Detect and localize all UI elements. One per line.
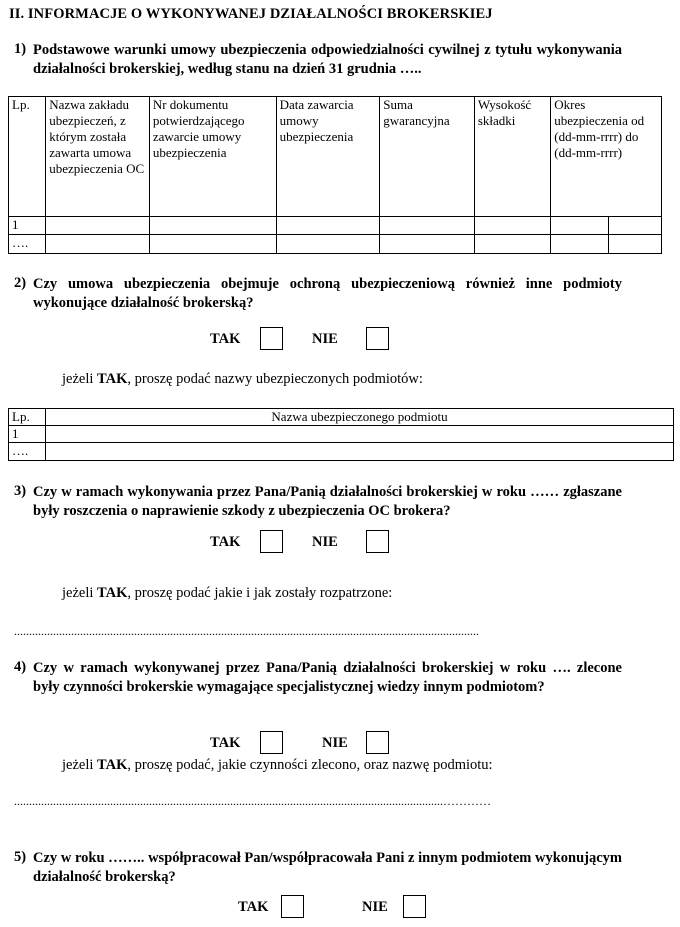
cell-premium[interactable]	[474, 217, 550, 235]
q3-note	[62, 585, 392, 602]
table-header-row	[9, 97, 662, 217]
header-contract-date: Data zawarcia umowy ubezpieczenia	[276, 97, 380, 217]
cell-contract-date[interactable]	[276, 235, 380, 254]
q2-text: Czy umowa ubezpieczenia obejmuje ochroną ubezpieczeniową również inne podmioty wykonujące działalność brokerską?	[33, 276, 622, 311]
q5-text: Czy w roku …….. współpracował Pan/współpracowała Pani z innym podmiotem wykonującym działalność brokerską?	[33, 850, 622, 885]
q4-tak-label: TAK	[210, 735, 241, 751]
q4-nie-checkbox[interactable]	[366, 731, 389, 754]
q4-number: 4)	[14, 659, 27, 675]
cell-premium[interactable]	[474, 235, 550, 254]
q2-note	[62, 371, 423, 388]
q4-note-bold: TAK	[97, 757, 128, 773]
q4-nie-label: NIE	[322, 735, 348, 751]
cell-sum-insured[interactable]	[380, 217, 475, 235]
header-premium: Wysokość składki	[474, 97, 550, 217]
q4-note	[62, 757, 493, 774]
cell-contract-date[interactable]	[276, 217, 380, 235]
q5-tak-label: TAK	[238, 899, 269, 915]
cell-period-to[interactable]	[609, 235, 662, 254]
q5-nie-checkbox[interactable]	[403, 895, 426, 918]
q2-number: 2)	[14, 275, 27, 291]
q4-note-prefix: jeżeli	[62, 757, 98, 773]
q3-tak-checkbox[interactable]	[260, 530, 283, 553]
q3-nie-label: NIE	[312, 534, 338, 550]
q3-note-suffix: , proszę podać jakie i jak zostały rozpatrzone:	[127, 585, 393, 601]
q4-text: Czy w ramach wykonywanej przez Pana/Panią działalności brokerskiej w roku …. zlecone były czynności brokerskie wymagające specjalistycznej wiedzy innym podmiotom?	[33, 660, 622, 695]
cell-insurer[interactable]	[46, 217, 150, 235]
table-row	[9, 235, 662, 254]
header-insurer: Nazwa zakładu ubezpieczeń, z którym została zawarta umowa ubezpieczenia OC	[46, 97, 150, 217]
table-header-row	[9, 409, 674, 426]
q3-note-bold: TAK	[97, 585, 128, 601]
q5-number: 5)	[14, 849, 27, 865]
q1-number: 1)	[14, 41, 27, 57]
cell-entity-name[interactable]	[46, 426, 674, 443]
cell-entity-name[interactable]	[46, 443, 674, 461]
table-row	[9, 443, 674, 461]
q3-number: 3)	[14, 483, 27, 499]
q4-tak-checkbox[interactable]	[260, 731, 283, 754]
cell-document-no[interactable]	[149, 235, 276, 254]
header-document-no: Nr dokumentu potwierdzającego zawarcie umowy ubezpieczenia	[149, 97, 276, 217]
row-lp: ….	[9, 235, 46, 254]
q2-note-prefix: jeżeli	[62, 371, 98, 387]
q5-nie-label: NIE	[362, 899, 388, 915]
section-heading: II. INFORMACJE O WYKONYWANEJ DZIAŁALNOŚCI BROKERSKIEJ	[9, 6, 493, 22]
header-period: Okres ubezpieczenia od (dd-mm-rrrr) do (dd-mm-rrrr)	[551, 97, 662, 217]
q2-note-suffix: , proszę podać nazwy ubezpieczonych podmiotów:	[127, 371, 423, 387]
q2-tak-label: TAK	[210, 331, 241, 347]
row-lp: ….	[9, 443, 46, 461]
q4-answer-line[interactable]: ...............................................................................................................................................…………	[14, 794, 491, 808]
cell-period-from[interactable]	[551, 235, 609, 254]
q3-nie-checkbox[interactable]	[366, 530, 389, 553]
header-sum-insured: Suma gwarancyjna	[380, 97, 475, 217]
row-lp: 1	[9, 217, 46, 235]
q4-note-suffix: , proszę podać, jakie czynności zlecono, oraz nazwę podmiotu:	[127, 757, 493, 773]
header-entity-name: Nazwa ubezpieczonego podmiotu	[46, 409, 674, 426]
insured-entities-table	[8, 408, 674, 461]
q3-text: Czy w ramach wykonywania przez Pana/Panią działalności brokerskiej w roku …… zgłaszane były roszczenia o naprawienie szkody z ubezpieczenia OC brokera?	[33, 484, 622, 519]
q3-answer-line[interactable]: ...........................................................................................................................................................	[14, 624, 479, 638]
q2-tak-checkbox[interactable]	[260, 327, 283, 350]
row-lp: 1	[9, 426, 46, 443]
header-lp: Lp.	[9, 409, 46, 426]
table-row	[9, 217, 662, 235]
q3-note-prefix: jeżeli	[62, 585, 98, 601]
q2-nie-checkbox[interactable]	[366, 327, 389, 350]
insurance-table	[8, 96, 662, 254]
q2-nie-label: NIE	[312, 331, 338, 347]
header-lp: Lp.	[9, 97, 46, 217]
cell-document-no[interactable]	[149, 217, 276, 235]
cell-period-to[interactable]	[609, 217, 662, 235]
q5-tak-checkbox[interactable]	[281, 895, 304, 918]
table-row	[9, 426, 674, 443]
cell-sum-insured[interactable]	[380, 235, 475, 254]
q1-text: Podstawowe warunki umowy ubezpieczenia odpowiedzialności cywilnej z tytułu wykonywania działalności brokerskiej, według stanu na dzień 31 grudnia …..	[33, 42, 622, 77]
q2-note-bold: TAK	[97, 371, 128, 387]
cell-insurer[interactable]	[46, 235, 150, 254]
cell-period-from[interactable]	[551, 217, 609, 235]
q3-tak-label: TAK	[210, 534, 241, 550]
